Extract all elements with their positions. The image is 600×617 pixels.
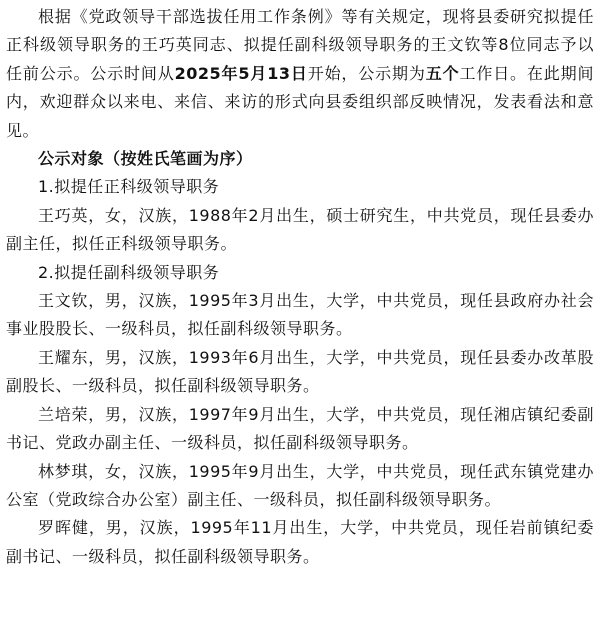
intro-text-2: 开始，公示期为 bbox=[307, 63, 426, 83]
person-entry: 罗晖健，男，汉族，1995年11月出生，大学，中共党员，现任岩前镇纪委副书记、一级科员，拟任副科级领导职务。 bbox=[6, 518, 594, 566]
section-heading-fuke: 2.拟提任副科级领导职务 bbox=[38, 262, 220, 282]
intro-text-1: 根据《党政领导干部选拔任用工作条例》等有关规定，现将县委研究拟提任正科级领导职务的王巧英同志、拟提任副科级领导职务的王文钦等8位同志予以任前公示。公示时间从 bbox=[6, 7, 594, 83]
subjects-heading: 公示对象（按姓氏笔画为序） bbox=[38, 149, 253, 169]
publicity-start-date: 2025年5月13日 bbox=[174, 63, 308, 83]
person-entry: 王文钦，男，汉族，1995年3月出生，大学，中共党员，现任县政府办社会事业股股长、一级科员，拟任副科级领导职务。 bbox=[6, 291, 594, 339]
intro-paragraph bbox=[6, 3, 594, 145]
person-entry: 王巧英，女，汉族，1988年2月出生，硕士研究生，中共党员，现任县委办副主任，拟任正科级领导职务。 bbox=[6, 205, 594, 254]
publicity-period: 五个 bbox=[425, 63, 460, 83]
person-entry: 林梦琪，女，汉族，1995年9月出生，大学，中共党员，现任武东镇党建办公室（党政综合办公室）副主任、一级科员，拟任副科级领导职务。 bbox=[6, 461, 594, 509]
person-entry: 兰培荣，男，汉族，1997年9月出生，大学，中共党员，现任湘店镇纪委副书记、党政办副主任、一级科员，拟任副科级领导职务。 bbox=[6, 404, 594, 453]
person-entry: 王耀东，男，汉族，1993年6月出生，大学，中共党员，现任县委办改革股副股长、一级科员，拟任副科级领导职务。 bbox=[6, 347, 594, 396]
section-heading-zhengke: 1.拟提任正科级领导职务 bbox=[38, 177, 220, 197]
intro-text-3: 工作日。在此期间内，欢迎群众以来电、来信、来访的形式向县委组织部反映情况，发表看法和意见。 bbox=[6, 63, 594, 140]
